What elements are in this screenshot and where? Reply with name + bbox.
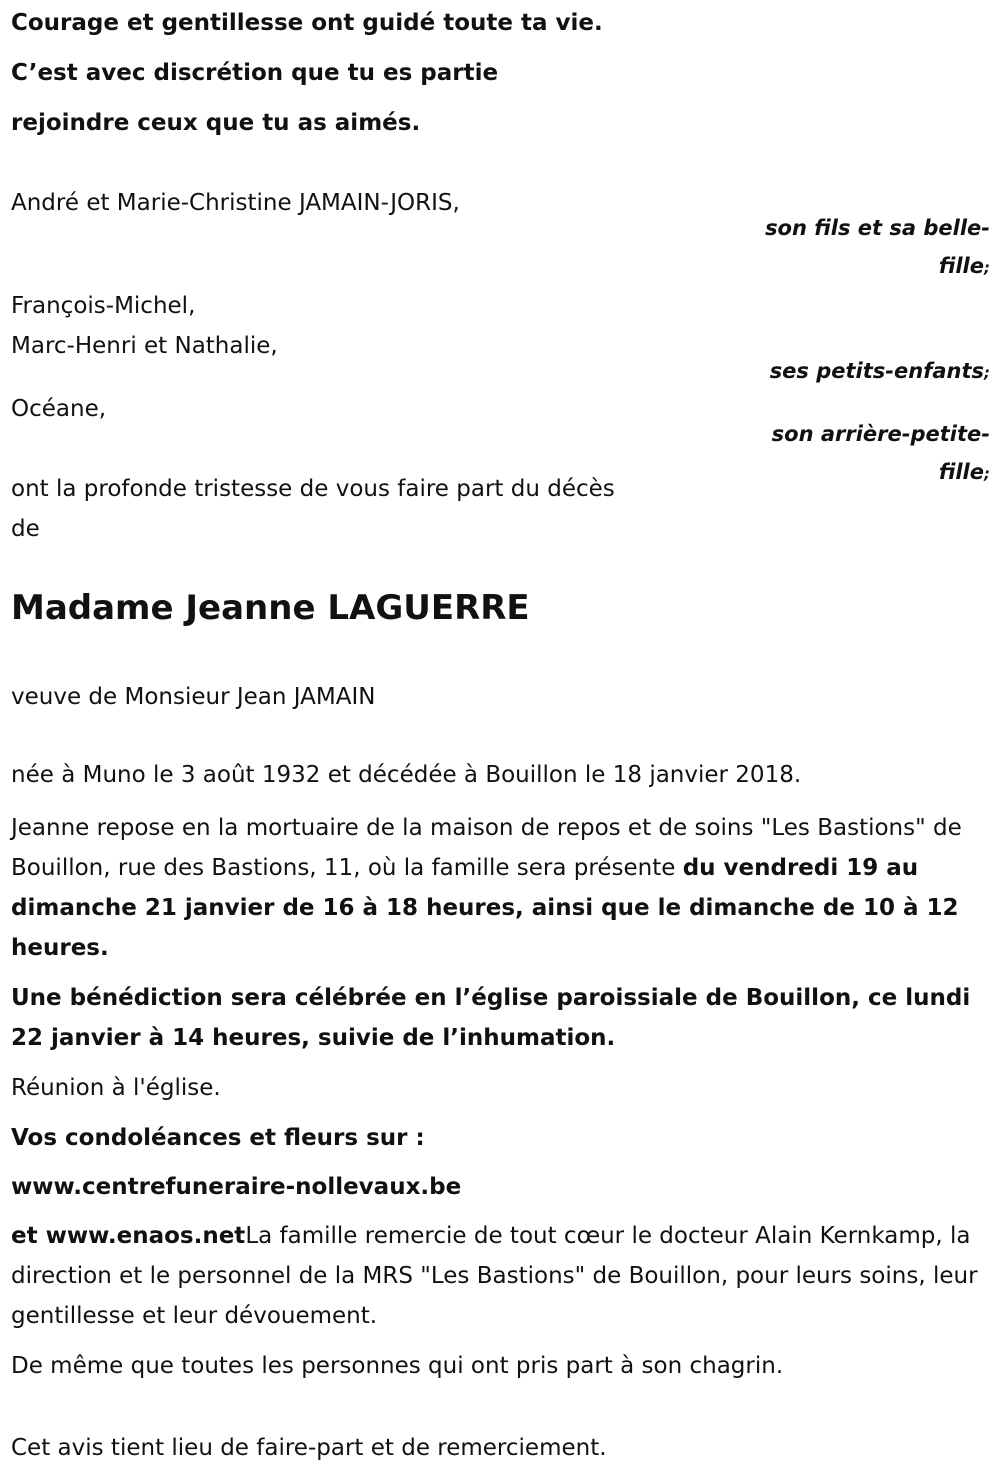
intro-line-2: de <box>11 516 40 542</box>
great-grandchild-role <box>772 415 990 493</box>
closing-text: Cet avis tient lieu de faire-part et de remerciement. <box>11 1435 607 1461</box>
widow-of: veuve de Monsieur Jean JAMAIN <box>11 684 376 710</box>
great-grandchild-role-separator: ; <box>984 465 990 483</box>
poem-line-1: Courage et gentillesse ont guidé toute ta vie. <box>11 10 603 36</box>
also-text: De même que toutes les personnes qui ont pris part à son chagrin. <box>11 1353 784 1379</box>
son-role-line-2 <box>765 247 990 287</box>
website-2: et www.enaos.net <box>11 1223 246 1249</box>
condolences-label: Vos condoléances et fleurs sur : <box>11 1125 425 1151</box>
reunion: Réunion à l'église. <box>11 1075 221 1101</box>
rest-paragraph <box>11 808 986 968</box>
son-names: André et Marie-Christine JAMAIN-JORIS, <box>11 190 460 216</box>
poem-line-3: rejoindre ceux que tu as aimés. <box>11 110 421 136</box>
visiting-hours: du vendredi 19 au dimanche 21 janvier de 16 à 18 heures, ainsi que le dimanche de 10 à 12 heures. <box>11 855 959 961</box>
grandchild-2: Marc-Henri et Nathalie, <box>11 333 278 359</box>
grandchildren-role <box>770 352 990 392</box>
thanks-text: La famille remercie de tout cœur le docteur Alain Kernkamp, la direction et le personnel de la MRS "Les Bastions" de Bouillon, pour leurs soins, leur gentillesse et leur dévouement. <box>11 1223 978 1329</box>
great-grandchild-role-line-2: fille <box>938 460 984 484</box>
deceased-name: Madame Jeanne LAGUERRE <box>11 588 530 628</box>
intro-line-1: ont la profonde tristesse de vous faire part du décès <box>11 476 615 502</box>
son-role-line-2-text: fille <box>938 254 984 278</box>
grandchildren-role-text: ses petits-enfants <box>769 359 984 383</box>
birth-death: née à Muno le 3 août 1932 et décédée à Bouillon le 18 janvier 2018. <box>11 762 802 788</box>
rest-text: Jeanne repose en la mortuaire de la maison de repos et de soins "Les Bastions" de Bouillon, rue des Bastions, 11, où la famille sera présente <box>11 815 962 881</box>
great-grandchild-role-line-1: son arrière-petite- <box>771 422 990 446</box>
thanks-paragraph <box>11 1216 986 1336</box>
poem-line-2: C’est avec discrétion que tu es partie <box>11 60 499 86</box>
son-role-separator: ; <box>984 259 990 277</box>
website-1: www.centrefuneraire-nollevaux.be <box>11 1174 462 1200</box>
grandchild-1: François-Michel, <box>11 293 196 319</box>
son-role-line-1: son fils et sa belle- <box>765 216 990 240</box>
son-role <box>765 209 990 287</box>
blessing: Une bénédiction sera célébrée en l’église paroissiale de Bouillon, ce lundi 22 janvier à 14 heures, suivie de l’inhumation. <box>11 985 971 1051</box>
grandchildren-role-separator: ; <box>984 364 990 382</box>
great-grandchild: Océane, <box>11 396 107 422</box>
